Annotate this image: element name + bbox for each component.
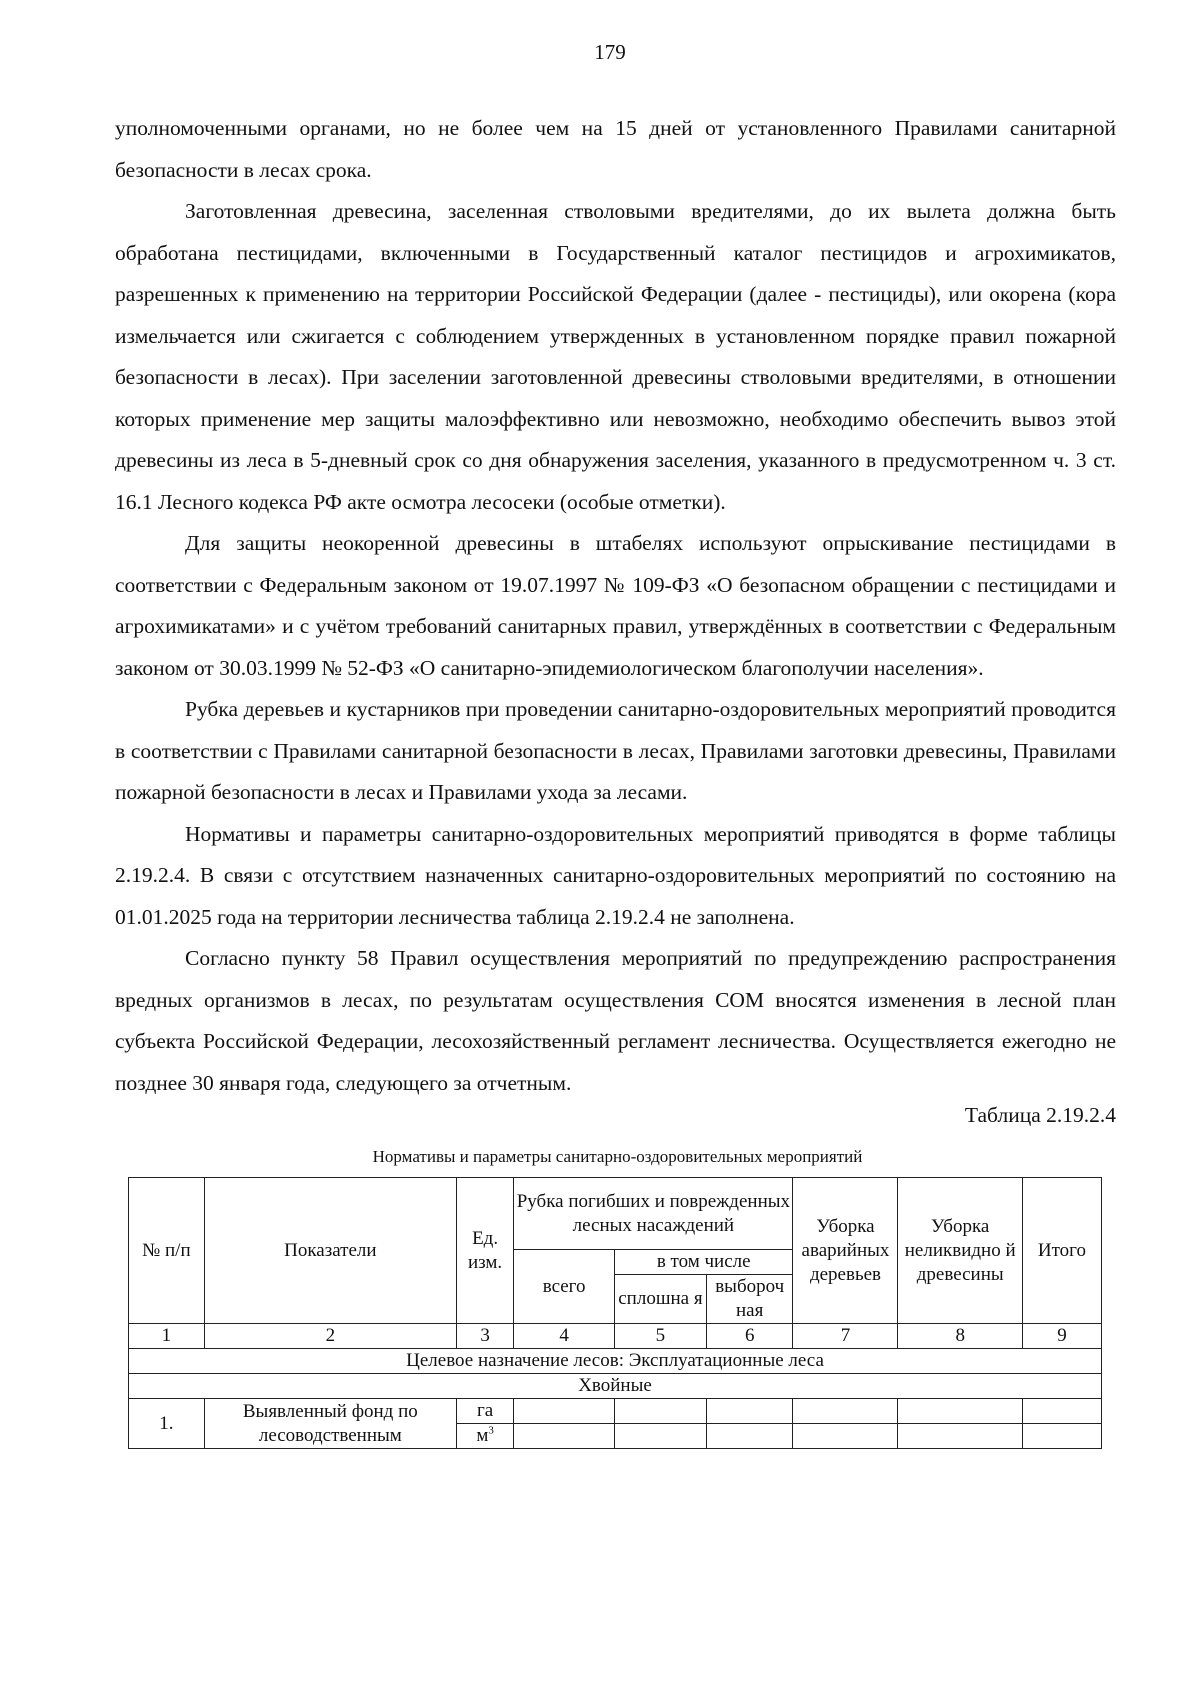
header-illiquid: Уборка неликвидно й древесины [898,1178,1022,1324]
header-emergency: Уборка аварийных деревьев [793,1178,898,1324]
paragraph: Для защиты неокоренной древесины в штабелях используют опрыскивание пестицидами в соответствии с Федеральным законом от 19.07.1997 № 109-ФЗ «О безопасном обращении с пестицидами и агрохимикатами» и с учётом требований санитарных правил, утверждённых в соответствии с Федеральным законом от 30.03.1999 № 52-ФЗ «О санитарно-эпидемиологическом благополучии населения». [115,531,1116,680]
table-row [129,1399,1102,1424]
header-felling: Рубка погибших и поврежденных лесных насаждений [514,1178,793,1250]
body-text [115,108,1116,1104]
paragraph: Заготовленная древесина, заселенная стволовыми вредителями, до их вылета должна быть обработана пестицидами, включенными в Государственный каталог пестицидов и агрохимикатов, разрешенных к применению на территории Российской Федерации (далее - пестициды), или окорена (кора измельчается или сжигается с соблюдением утвержденных в установленном порядке правил пожарной безопасности в лесах). При заселении заготовленной древесины стволовыми вредителями, в отношении которых применение мер защиты малоэффективно или невозможно, необходимо обеспечить вывоз этой древесины из леса в 5-дневный срок со дня обнаружения заселения, указанного в предусмотренном ч. 3 ст. 16.1 Лесного кодекса РФ акте осмотра лесосеки (особые отметки). [115,199,1116,514]
header-unit: Ед. изм. [456,1178,513,1324]
empty-cell [614,1399,706,1424]
norms-table [128,1177,1102,1449]
column-number: 1 [129,1324,205,1349]
column-number: 3 [456,1324,513,1349]
empty-cell [793,1424,898,1449]
column-number: 8 [898,1324,1022,1349]
table-caption: Нормативы и параметры санитарно-оздоровительных мероприятий [372,1147,863,1166]
header-including: в том числе [614,1250,793,1275]
header-selective: выбороч ная [706,1275,793,1324]
header-clear: сплошна я [614,1275,706,1324]
empty-cell [514,1424,615,1449]
row-unit [456,1424,513,1449]
unit-superscript: 3 [488,1424,494,1437]
header-num: № п/п [129,1178,205,1324]
empty-cell [706,1399,793,1424]
empty-cell [1022,1399,1101,1424]
paragraph: Рубка деревьев и кустарников при проведении санитарно-оздоровительных мероприятий проводится в соответствии с Правилами санитарной безопасности в лесах, Правилами заготовки древесины, Правилами пожарной безопасности в лесах и Правилами ухода за лесами. [115,697,1116,804]
group-row: Хвойные [129,1374,1102,1399]
empty-cell [1022,1424,1101,1449]
header-total: всего [514,1250,615,1324]
row-unit: га [456,1399,513,1424]
row-indicator: Выявленный фонд по лесоводственным [204,1399,456,1449]
section-row: Целевое назначение лесов: Эксплуатационные леса [129,1349,1102,1374]
empty-cell [898,1399,1022,1424]
empty-cell [898,1424,1022,1449]
unit-text: м [476,1425,489,1446]
column-number: 9 [1022,1324,1101,1349]
header-sum: Итого [1022,1178,1101,1324]
column-number: 2 [204,1324,456,1349]
page-number: 179 [594,40,626,64]
empty-cell [514,1399,615,1424]
empty-cell [706,1424,793,1449]
header-indicators: Показатели [204,1178,456,1324]
paragraph: уполномоченными органами, но не более чем на 15 дней от установленного Правилами санитарной безопасности в лесах срока. [115,116,1116,182]
empty-cell [793,1399,898,1424]
column-number: 7 [793,1324,898,1349]
row-num: 1. [129,1399,205,1449]
column-number: 5 [614,1324,706,1349]
paragraph: Согласно пункту 58 Правил осуществления мероприятий по предупреждению распространения вредных организмов в лесах, по результатам осуществления СОМ вносятся изменения в лесной план субъекта Российской Федерации, лесохозяйственный регламент лесничества. Осуществляется ежегодно не позднее 30 января года, следующего за отчетным. [115,946,1116,1095]
column-number: 4 [514,1324,615,1349]
table-label: Таблица 2.19.2.4 [964,1103,1116,1127]
column-number: 6 [706,1324,793,1349]
empty-cell [614,1424,706,1449]
paragraph: Нормативы и параметры санитарно-оздоровительных мероприятий приводятся в форме таблицы 2.19.2.4. В связи с отсутствием назначенных санитарно-оздоровительных мероприятий по состоянию на 01.01.2025 года на территории лесничества таблица 2.19.2.4 не заполнена. [115,821,1116,929]
